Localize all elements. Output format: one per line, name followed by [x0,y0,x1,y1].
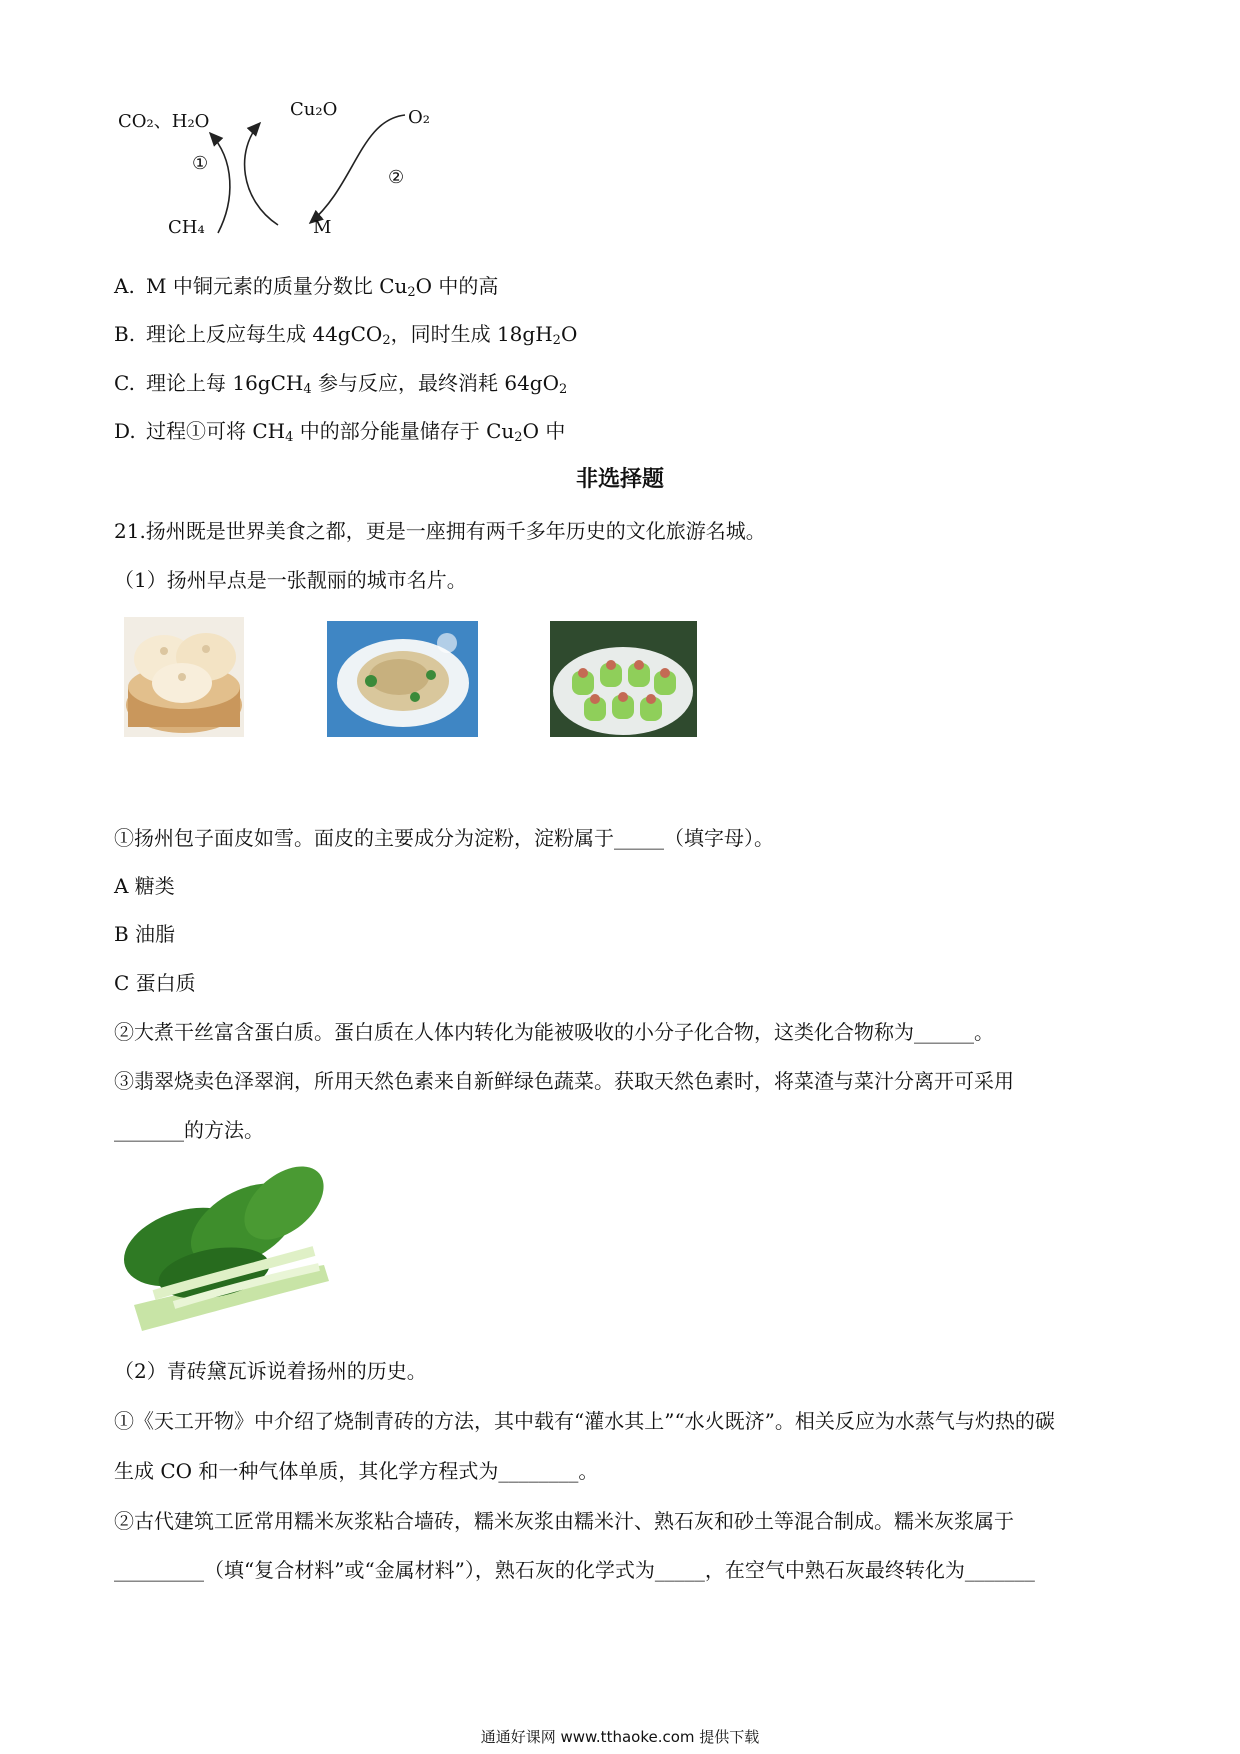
q21-option-b: B 油脂 [114,922,176,946]
q20-option-b [114,318,577,348]
option-text: O 中 [522,419,566,443]
option-letter: B. [114,322,136,346]
option-text: 过程①可将 CH [146,419,286,443]
q21-p1-q1: ①扬州包子面皮如雪。面皮的主要成分为淀粉，淀粉属于_____（填字母）。 [114,826,774,850]
subscript: 2 [514,430,523,445]
q21-p2-q1-line1: ①《天工开物》中介绍了烧制青砖的方法，其中载有“灌水其上”“水火既济”。相关反应为水蒸气与灼热的碳 [114,1409,1055,1433]
option-text: 理论上反应每生成 44gCO [146,322,383,346]
q21-part1: （1）扬州早点是一张靓丽的城市名片。 [114,568,467,592]
diagram-products-label: CO₂、H₂O [118,111,210,132]
option-letter: A. [114,274,135,298]
shaomai-photo [550,621,697,737]
diagram-o2-label: O₂ [408,107,430,128]
q20-option-c [114,367,567,397]
option-text: O 中的高 [415,274,499,298]
subscript: 2 [552,333,561,348]
option-text: 理论上每 16gCH [146,371,304,395]
q21-p1-q3-line2: _______的方法。 [114,1118,264,1142]
q21-option-a: A 糖类 [114,874,175,898]
q21-p2-q2-line1: ②古代建筑工匠常用糯米灰浆粘合墙砖，糯米灰浆由糯米汁、熟石灰和砂土等混合制成。糯米灰浆属于 [114,1509,1014,1533]
subscript: 2 [407,285,416,300]
q21-p1-q2: ②大煮干丝富含蛋白质。蛋白质在人体内转化为能被吸收的小分子化合物，这类化合物称为______。 [114,1020,994,1044]
option-letter: C. [114,371,135,395]
gansi-photo [327,621,478,737]
option-text: ，同时生成 18gH [390,322,553,346]
q20-option-a [114,270,498,300]
baozi-photo [124,617,244,737]
page-footer: 通通好课网 www.tthaoke.com 提供下载 [480,1728,760,1746]
diagram-cu2o-label: Cu₂O [290,99,338,120]
q21-p2-q2-line2: _________（填“复合材料”或“金属材料”），熟石灰的化学式为_____，在空气中熟石灰最终转化为_______ [114,1558,1035,1582]
option-letter: D. [114,419,136,443]
subscript: 2 [382,333,391,348]
subscript: 4 [285,430,294,445]
q21-p2-q1-line2: 生成 CO 和一种气体单质，其化学方程式为________。 [114,1459,599,1483]
q21-option-c: C 蛋白质 [114,971,196,995]
option-text: M 中铜元素的质量分数比 Cu [146,274,408,298]
option-text: O [560,322,578,346]
subscript: 4 [303,382,312,397]
option-text: 参与反应，最终消耗 64gO [311,371,560,395]
option-text: 中的部分能量储存于 Cu [293,419,515,443]
q20-option-d [114,415,565,445]
section-title: 非选择题 [575,466,664,492]
diagram-m-label: M [313,217,332,238]
q21-p1-q3-line1: ③翡翠烧卖色泽翠润，所用天然色素来自新鲜绿色蔬菜。获取天然色素时，将菜渣与菜汁分离开可采用 [114,1069,1014,1093]
diagram-ch4-label: CH₄ [168,217,205,238]
reaction-diagram [110,99,460,245]
diagram-step1-label: ① [192,153,209,174]
diagram-step2-label: ② [388,167,405,188]
subscript: 2 [559,382,568,397]
vegetable-photo [114,1155,340,1341]
q21-intro: 21.扬州既是世界美食之都，更是一座拥有两千多年历史的文化旅游名城。 [114,519,766,543]
q21-part2: （2）青砖黛瓦诉说着扬州的历史。 [114,1359,427,1383]
